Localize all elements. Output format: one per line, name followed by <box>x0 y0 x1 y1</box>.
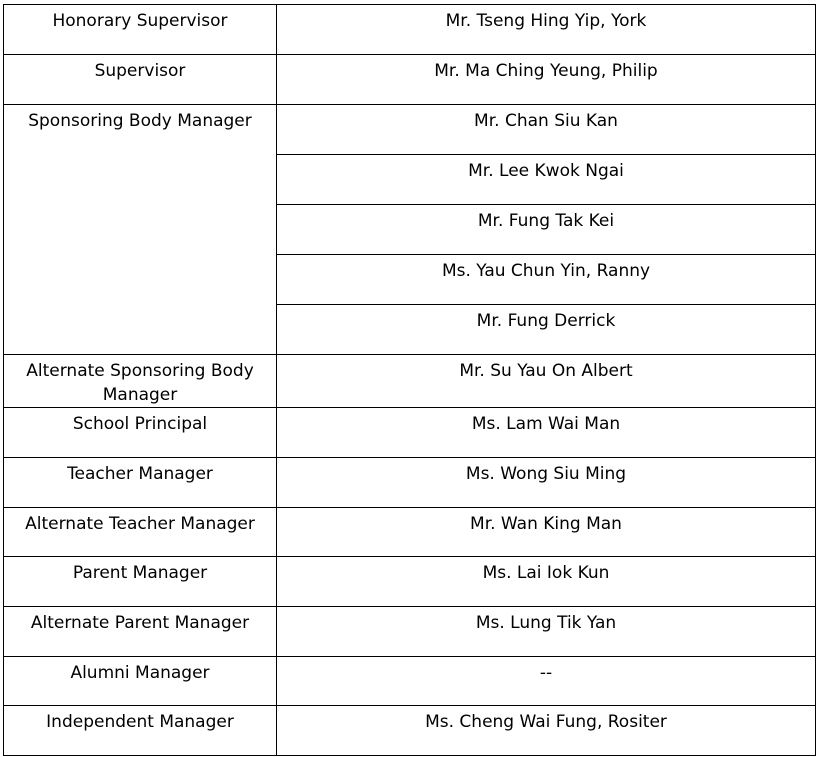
member-name-cell: Ms. Lung Tik Yan <box>277 607 816 657</box>
member-name-cell: Ms. Yau Chun Yin, Ranny <box>277 255 816 305</box>
member-name-cell: Ms. Cheng Wai Fung, Rositer <box>277 706 816 756</box>
table-row <box>4 355 816 408</box>
member-name-cell: Mr. Fung Tak Kei <box>277 205 816 255</box>
table-row <box>4 55 816 105</box>
table-row <box>4 408 816 458</box>
member-name-cell: Mr. Fung Derrick <box>277 305 816 355</box>
member-name-cell: Mr. Wan King Man <box>277 508 816 557</box>
table-row <box>4 706 816 756</box>
member-name-cell: Mr. Ma Ching Yeung, Philip <box>277 55 816 105</box>
member-name-cell: Mr. Lee Kwok Ngai <box>277 155 816 205</box>
role-cell: Alumni Manager <box>4 657 277 706</box>
role-cell: Alternate Sponsoring Body Manager <box>4 355 277 408</box>
role-cell: Alternate Teacher Manager <box>4 508 277 557</box>
table-row <box>4 607 816 657</box>
role-cell: Independent Manager <box>4 706 277 756</box>
table-row <box>4 657 816 706</box>
member-name-cell: Ms. Lam Wai Man <box>277 408 816 458</box>
member-name-cell: Mr. Su Yau On Albert <box>277 355 816 408</box>
school-management-table <box>3 4 816 756</box>
role-cell: School Principal <box>4 408 277 458</box>
table-row <box>4 508 816 557</box>
member-name-cell: Mr. Chan Siu Kan <box>277 105 816 155</box>
role-cell: Alternate Parent Manager <box>4 607 277 657</box>
member-name-cell: Mr. Tseng Hing Yip, York <box>277 5 816 55</box>
member-name-cell: -- <box>277 657 816 706</box>
table-row <box>4 557 816 607</box>
table-row <box>4 105 816 155</box>
role-cell: Sponsoring Body Manager <box>4 105 277 355</box>
role-cell: Supervisor <box>4 55 277 105</box>
role-cell: Teacher Manager <box>4 458 277 508</box>
role-cell: Honorary Supervisor <box>4 5 277 55</box>
table-row <box>4 458 816 508</box>
member-name-cell: Ms. Lai Iok Kun <box>277 557 816 607</box>
role-cell: Parent Manager <box>4 557 277 607</box>
member-name-cell: Ms. Wong Siu Ming <box>277 458 816 508</box>
table-row <box>4 5 816 55</box>
